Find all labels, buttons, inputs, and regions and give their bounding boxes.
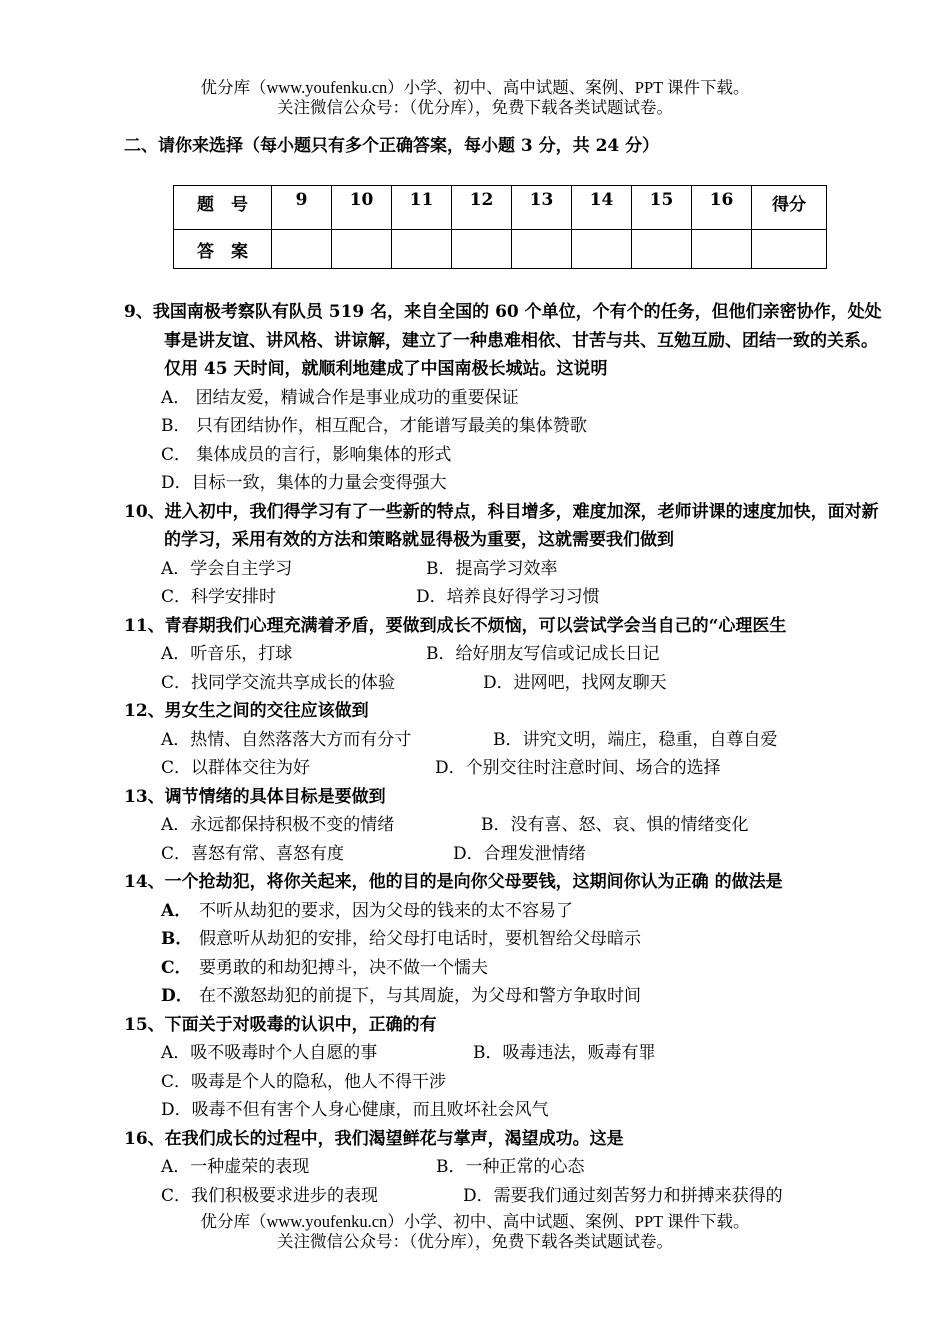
question-15-option-a: A．吸不吸毒时个人自愿的事: [161, 1043, 378, 1063]
question-11-option-d: D．进网吧，找网友聊天: [483, 672, 667, 693]
answer-cell[interactable]: [452, 230, 512, 269]
header-line-1: 优分库（www.youfenku.cn）小学、初中、高中试题、案例、PPT 课件下载。: [200, 78, 750, 97]
question-9-stem: 9、我国南极考察队有队员 519 名，来自全国的 60 个单位，个有个的任务，但他们亲密协作，处处事是讲友谊、讲风格、讲谅解，建立了一种患难相依、甘苦与共、互勉互励、团结一致的关系。仅用 45 天时间，就顺利地建成了中国南极长城站。这说明: [124, 302, 882, 379]
answer-cell[interactable]: [272, 230, 332, 269]
score-label-cell: 得分: [752, 186, 827, 230]
question-11-option-b: B．给好朋友写信或记成长日记: [426, 644, 660, 664]
header-line-2: 关注微信公众号：（优分库），免费下载各类试题试卷。: [277, 98, 673, 117]
question-14-option-a: [124, 897, 894, 926]
question-13-option-d: D．合理发泄情绪: [453, 843, 586, 864]
question-10-option-b: B．提高学习效率: [426, 558, 558, 579]
answer-cell[interactable]: [632, 230, 692, 269]
question-11-stem: 11、青春期我们心理充满着矛盾，要做到成长不烦恼，可以尝试学会当自己的“心理医生: [124, 615, 787, 636]
question-14-option-c: [124, 954, 894, 983]
question-14-option-d: [124, 982, 894, 1011]
question-16-option-a: A．一种虚荣的表现: [161, 1157, 310, 1177]
question-14-option-d-text: 在不激怒劫犯的前提下，与其周旋，为父母和警方争取时间: [199, 986, 641, 1006]
question-16-options-cd: [124, 1182, 894, 1211]
question-number-cell: 11: [392, 186, 452, 230]
answer-cell[interactable]: [392, 230, 452, 269]
question-10-stem: 10、进入初中，我们得学习有了一些新的特点，科目增多，难度加深，老师讲课的速度加快，面对新的学习，采用有效的方法和策略就显得极为重要，这就需要我们做到: [124, 501, 879, 550]
question-14-option-b: [124, 925, 894, 954]
question-13-stem: 13、调节情绪的具体目标是要做到: [124, 786, 386, 807]
question-15-option-b: B．吸毒违法，贩毒有罪: [473, 1043, 656, 1063]
question-14-option-a-text: 不听从劫犯的要求，因为父母的钱来的太不容易了: [199, 900, 573, 921]
question-9-option-c: C． 集体成员的言行，影响集体的形式: [161, 444, 452, 465]
question-14-option-d-label: D．: [161, 986, 193, 1006]
question-12-options-cd: [124, 754, 894, 783]
question-number-cell: 16: [692, 186, 752, 230]
question-13-option-b: B．没有喜、怒、哀、惧的情绪变化: [481, 815, 749, 835]
question-list: [124, 298, 894, 1210]
question-9-option-b: B． 只有团结协作，相互配合，才能谱写最美的集体赞歌: [161, 416, 587, 436]
question-16-stem: 16、在我们成长的过程中，我们渴望鲜花与掌声，渴望成功。这是: [124, 1128, 624, 1149]
question-14-option-a-label: A．: [161, 900, 192, 921]
question-12-option-c: C．以群体交往为好: [161, 758, 311, 778]
question-number-cell: 9: [272, 186, 332, 230]
question-15-stem: 15、下面关于对吸毒的认识中，正确的有: [124, 1014, 437, 1035]
question-number-cell: 14: [572, 186, 632, 230]
question-9-option-a: A． 团结友爱，精诚合作是事业成功的重要保证: [161, 387, 519, 408]
question-11-options-ab: [124, 640, 894, 669]
answer-table: [173, 185, 827, 269]
question-number-cell: 15: [632, 186, 692, 230]
question-number-cell: 12: [452, 186, 512, 230]
question-9-option-d: D．目标一致，集体的力量会变得强大: [161, 473, 447, 493]
question-12-options-ab: [124, 726, 894, 755]
answer-cell[interactable]: [572, 230, 632, 269]
question-16-option-c: C．我们积极要求进步的表现: [161, 1185, 379, 1206]
answer-cell[interactable]: [512, 230, 572, 269]
question-15-options-ab: [124, 1039, 894, 1068]
question-10-option-a: A．学会自主学习: [161, 558, 293, 579]
footer-line-1: 优分库（www.youfenku.cn）小学、初中、高中试题、案例、PPT 课件下载。: [200, 1212, 750, 1231]
question-12-option-d: D．个别交往时注意时间、场合的选择: [435, 758, 721, 778]
question-14-option-b-text: 假意听从劫犯的安排，给父母打电话时，要机智给父母暗示: [199, 929, 641, 949]
question-16-option-b: B．一种正常的心态: [436, 1157, 585, 1177]
question-number-cell: 13: [512, 186, 572, 230]
answer-cell[interactable]: [332, 230, 392, 269]
question-13-options-cd: [124, 840, 894, 869]
question-10-option-d: D．培养良好得学习习惯: [416, 587, 600, 607]
question-14-stem: 14、一个抢劫犯，将你关起来，他的目的是向你父母要钱，这期间你认为正确 的做法是: [124, 872, 783, 892]
answer-cell[interactable]: [692, 230, 752, 269]
question-14-option-c-label: C．: [161, 957, 192, 978]
question-15-option-c: C．吸毒是个人的隐私，他人不得干涉: [161, 1071, 447, 1092]
question-13-options-ab: [124, 811, 894, 840]
question-10-option-c: C．科学安排时: [161, 587, 277, 607]
question-11-option-a: A．听音乐，打球: [161, 644, 293, 664]
question-16-options-ab: [124, 1153, 894, 1182]
question-10-options-cd: [124, 583, 894, 612]
question-13-option-c: C．喜怒有常、喜怒有度: [161, 843, 345, 864]
question-11-options-cd: [124, 669, 894, 698]
footer-line-2: 关注微信公众号：（优分库），免费下载各类试题试卷。: [277, 1232, 673, 1251]
question-12-option-b: B．讲究文明，端庄，稳重，自尊自爱: [493, 729, 778, 750]
question-13-option-a: A．永远都保持积极不变的情绪: [161, 815, 395, 835]
score-cell[interactable]: [752, 230, 827, 269]
question-10-options-ab: [124, 555, 894, 584]
question-11-option-c: C．找同学交流共享成长的体验: [161, 672, 396, 693]
question-14-option-b-label: B．: [161, 929, 193, 949]
section-title: 二、请你来选择（每小题只有多个正确答案，每小题 3 分，共 24 分）: [124, 136, 660, 156]
question-14-option-c-text: 要勇敢的和劫犯搏斗，决不做一个懦夫: [199, 957, 488, 978]
row-label-answer: 答 案: [174, 230, 272, 269]
question-12-stem: 12、男女生之间的交往应该做到: [124, 701, 369, 721]
question-16-option-d: D．需要我们通过刻苦努力和拼搏来获得的: [463, 1185, 783, 1206]
question-12-option-a: A．热情、自然落落大方而有分寸: [161, 729, 412, 750]
row-label-number: 题 号: [174, 186, 272, 230]
question-15-option-d: D．吸毒不但有害个人身心健康，而且败坏社会风气: [161, 1100, 549, 1120]
question-number-cell: 10: [332, 186, 392, 230]
